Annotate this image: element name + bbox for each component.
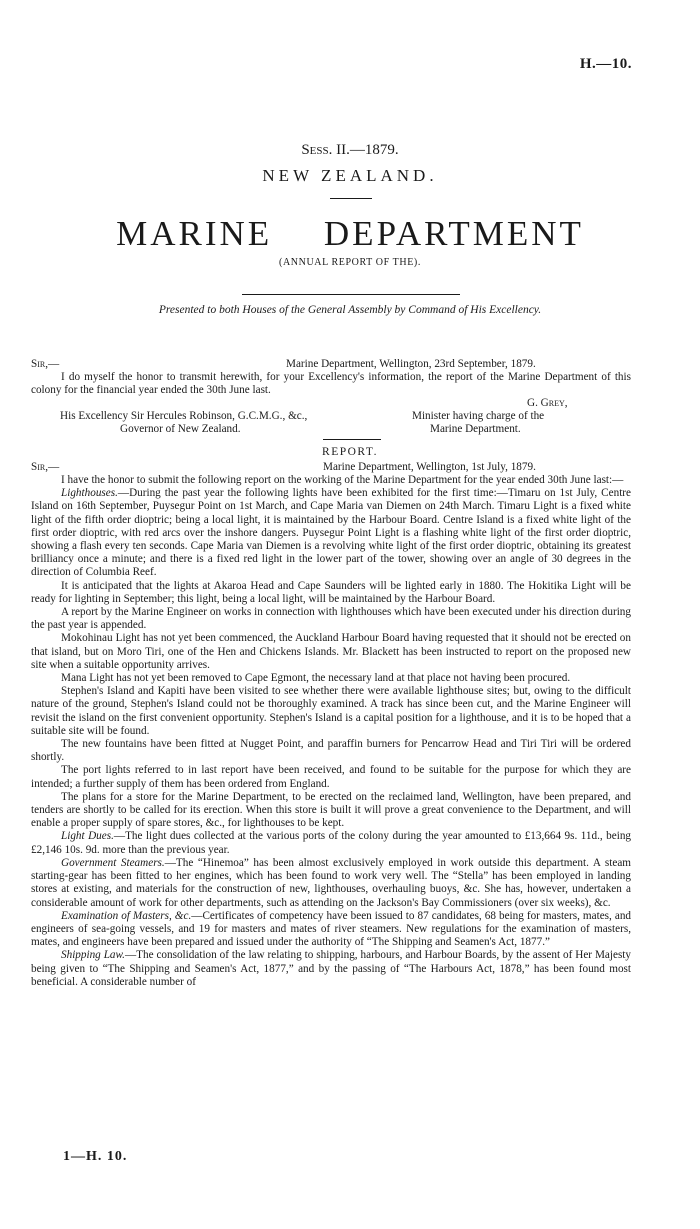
report-body [31, 474, 631, 989]
report-heading: REPORT. [322, 446, 378, 458]
stephens-paragraph: Stephen's Island and Kapiti have been visited to see whether there were available lighthouse sites; but, owing to the difficult nature of the ground, Stephen's Island could not be thoroughly examined. A track has since been cut, and the Marine Engineer will revisit the island on the first convenient opportunity. Stephen's Island is a capital position for a lighthouse, and it is to be hoped that a suitable site will be found. [31, 685, 631, 737]
masters-paragraph: Examination of Masters, &c.—Certificates of competency have been issued to 87 candidates, 68 being for masters, mates, and engineers of sea-going vessels, and 19 for masters and mates of river steamers. New regulations for the examination of masters, mates, and engineers have been prepared and issued under the authority of “The Shipping and Seamen's Act, 1877.” [31, 909, 632, 949]
signer-title-2: Marine Department. [430, 423, 521, 435]
title-rule-1 [330, 198, 372, 199]
country-title: NEW ZEALAND. [262, 166, 438, 185]
steamers-paragraph: Government Steamers.—The “Hinemoa” has been almost exclusively employed in work outside this department. A steam starting-gear has been fitted to her engines, which has been found to work very well. The “Stella” has been employed in landing stores at existing, and materials for the construction of new, lighthouses, overhauling buoys, &c. She has, however, undertaken a considerable amount of work for other departments, such as attending on the Jackson's Bay Commissioners (over six weeks), &c. [31, 856, 632, 909]
signer-title-1: Minister having charge of the [412, 410, 545, 422]
page-number: H.—10. [579, 56, 632, 72]
shipping-paragraph: Shipping Law.—The consolidation of the law relating to shipping, harbours, and Harbour Boards, by the assent of Her Majesty being given to “The Shipping and Seamen's Act, 1877,” and by the passing of “The Harbours Act, 1878,” has been found most beneficial. A considerable number of [31, 949, 631, 988]
letter-body: I do myself the honor to transmit herewith, for your Excellency's information, the report of the Marine Department of this colony for the financial year ended the 30th June last. [31, 371, 631, 397]
akaroa-paragraph: It is anticipated that the lights at Akaroa Head and Cape Saunders will be lighted early in 1880. The Hokitika Light will be ready for lighting in September; this light, being a local light, will be maintained by the Harbour Board. [31, 579, 631, 605]
light-dues-paragraph: Light Dues.—The light dues collected at the various ports of the colony during the year amounted to £13,664 9s. 11d., being £2,146 10s. 9d. more than the previous year. [31, 830, 632, 856]
letter-salutation: Sir,— [31, 358, 60, 370]
fountains-paragraph: The new fountains have been fitted at Nugget Point, and paraffin burners for Pencarrow Head and Tiri Tiri will be ordered shortly. [31, 738, 631, 764]
mana-paragraph: Mana Light has not yet been removed to Cape Egmont, the necessary land at that place not having been procured. [61, 672, 571, 685]
signature-mark: 1—H. 10. [63, 1149, 128, 1164]
lighthouses-paragraph: Lighthouses.—During the past year the following lights have been exhibited for the first time:—Timaru on 1st July, Centre Island on 16th September, Puysegur Point on 1st March, and Cape Maria van Diemen on 24th March. Timaru Light is a fixed white light of the fifth order dioptric; being a local light, it is maintained by the Harbour Board. Centre Island is a fixed white light of the first order dioptric, with red arcs over the inshore dangers. Puysegur Point Light is a flashing white light of the first order dioptric, showing a flash every ten seconds. Cape Maria van Diemen is a revolving white light of the first order dioptric, obtaining its greatest brilliancy once a minute; and there is a fixed red light in the lower part of the tower, showing over an angle of 30 degrees in the direction of Columbia Reef. [31, 487, 631, 579]
addressee-line-2: Governor of New Zealand. [120, 423, 241, 435]
engineer-paragraph: A report by the Marine Engineer on works in connection with lighthouses which have been executed under his direction during the past year is appended. [31, 606, 631, 632]
report-place-date: Marine Department, Wellington, 1st July, 1879. [323, 461, 536, 473]
report-salutation: Sir,— [31, 461, 60, 473]
report-subtitle: (ANNUAL REPORT OF THE). [279, 257, 421, 268]
mokohinau-paragraph: Mokohinau Light has not yet been commenced, the Auckland Harbour Board having requested that it should not be erected on that island, but on Moro Tiri, one of the Hen and Chickens Islands. Mr. Blackett has been instructed to report on the proposed new site when a suitable opportunity arrives. [31, 632, 631, 671]
letter-signature: G. Grey, [527, 397, 568, 409]
session-line: Sess. II.—1879. [301, 142, 399, 158]
letter-place-date: Marine Department, Wellington, 23rd September, 1879. [286, 358, 536, 370]
presented-line: Presented to both Houses of the General Assembly by Command of His Excellency. [158, 304, 542, 316]
department-title: MARINE DEPARTMENT [116, 214, 584, 253]
addressee-line-1: His Excellency Sir Hercules Robinson, G.C.M.G., &c., [60, 410, 308, 422]
report-intro: I have the honor to submit the following report on the working of the Marine Department for the year ended 30th June last:— [61, 474, 624, 486]
title-rule-2 [242, 294, 460, 295]
letter-rule [323, 439, 381, 440]
store-paragraph: The plans for a store for the Marine Department, to be erected on the reclaimed land, Wellington, have been prepared, and tenders are shortly to be called for its erection. When this store is built it will prove a great convenience to the Department, and will enable a proper supply of spare stores, &c., for lighthouses to be kept. [31, 790, 631, 830]
port-lights-paragraph: The port lights referred to in last report have been received, and found to be suitable for the purpose for which they are intended; a further supply of them has been ordered from England. [31, 764, 631, 790]
